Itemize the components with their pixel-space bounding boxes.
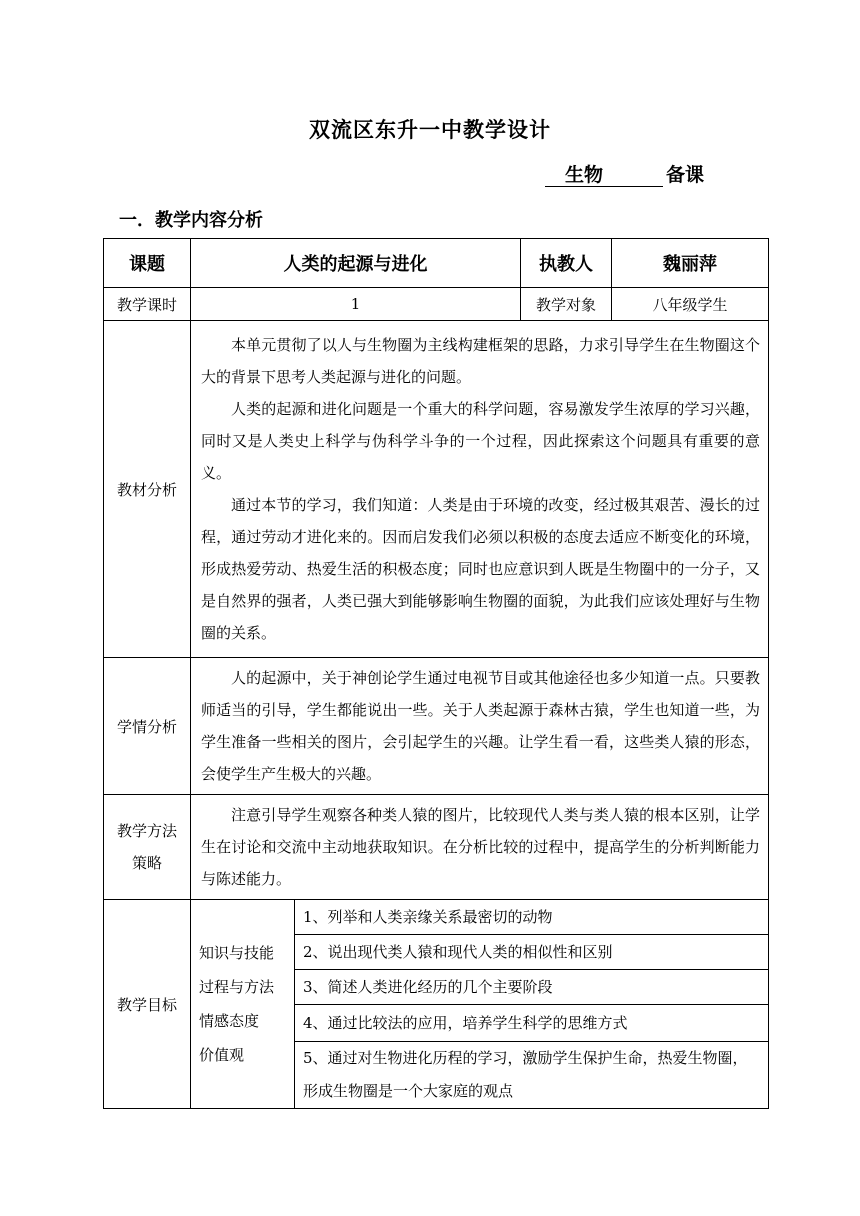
teacher-label: 执教人 <box>521 239 612 288</box>
audience-label: 教学对象 <box>521 288 612 321</box>
material-label: 教材分析 <box>104 321 191 658</box>
goal-dimension: 价值观 <box>199 1046 245 1064</box>
goal-item: 4、通过比较法的应用，培养学生科学的思维方式 <box>295 1005 769 1042</box>
method-content <box>191 795 769 900</box>
method-label <box>104 795 191 900</box>
method-label-line: 教学方法 <box>116 822 177 840</box>
audience-value: 八年级学生 <box>612 288 769 321</box>
goal-item: 1、列举和人类亲缘关系最密切的动物 <box>295 900 769 935</box>
learner-content <box>191 658 769 795</box>
document-title: 双流区东升一中教学设计 <box>309 118 551 142</box>
teacher-value: 魏丽萍 <box>612 239 769 288</box>
learner-row <box>104 658 769 795</box>
material-row <box>104 321 769 658</box>
material-content <box>191 321 769 658</box>
topic-label: 课题 <box>104 239 191 288</box>
learner-label: 学情分析 <box>104 658 191 795</box>
subject-line <box>545 160 704 187</box>
hours-row <box>104 288 769 321</box>
hours-label: 教学课时 <box>104 288 191 321</box>
material-paragraph: 本单元贯彻了以人与生物圈为主线构建框架的思路，力求引导学生在生物圈这个大的背景下思考人类起源与进化的问题。 <box>201 336 760 386</box>
goal-item: 3、简述人类进化经历的几个主要阶段 <box>295 970 769 1005</box>
subject-suffix: 备课 <box>666 164 705 186</box>
goals-label: 教学目标 <box>104 900 191 1109</box>
method-row <box>104 795 769 900</box>
goal-dimension: 知识与技能 <box>199 944 275 962</box>
goal-dimension: 情感态度 <box>199 1012 260 1030</box>
goal-item: 5、通过对生物进化历程的学习，激励学生保护生命，热爱生物圈，形成生物圈是一个大家庭的观点 <box>295 1042 769 1109</box>
method-label-line: 策略 <box>131 854 162 872</box>
section-heading: 一．教学内容分析 <box>119 210 263 231</box>
header-row <box>104 239 769 288</box>
topic-value: 人类的起源与进化 <box>191 239 521 288</box>
learner-paragraph: 人的起源中，关于神创论学生通过电视节目或其他途径也多少知道一点。只要教师适当的引导，学生都能说出一些。关于人类起源于森林古猿，学生也知道一些，为学生准备一些相关的图片，会引起学生的兴趣。让学生看一看，这些类人猿的形态，会使学生产生极大的兴趣。 <box>201 669 760 783</box>
lesson-plan-table <box>103 238 769 1109</box>
goal-item: 2、说出现代类人猿和现代人类的相似性和区别 <box>295 935 769 970</box>
material-paragraph: 人类的起源和进化问题是一个重大的科学问题，容易激发学生浓厚的学习兴趣，同时又是人类史上科学与伪科学斗争的一个过程，因此探索这个问题具有重要的意义。 <box>201 400 760 482</box>
subject-name: 生物 <box>545 164 663 187</box>
hours-value: 1 <box>191 288 521 321</box>
method-paragraph: 注意引导学生观察各种类人猿的图片，比较现代人类与类人猿的根本区别，让学生在讨论和交流中主动地获取知识。在分析比较的过程中，提高学生的分析判断能力与陈述能力。 <box>201 806 760 888</box>
goal-dimensions <box>191 900 295 1109</box>
goal-dimension: 过程与方法 <box>199 978 275 996</box>
material-paragraph: 通过本节的学习，我们知道：人类是由于环境的改变，经过极其艰苦、漫长的过程，通过劳动才进化来的。因而启发我们必须以积极的态度去适应不断变化的环境，形成热爱劳动、热爱生活的积极态度；同时也应意识到人既是生物圈中的一分子，又是自然界的强者，人类已强大到能够影响生物圈的面貌，为此我们应该处理好与生物圈的关系。 <box>201 496 760 642</box>
goals-row-1 <box>104 900 769 935</box>
